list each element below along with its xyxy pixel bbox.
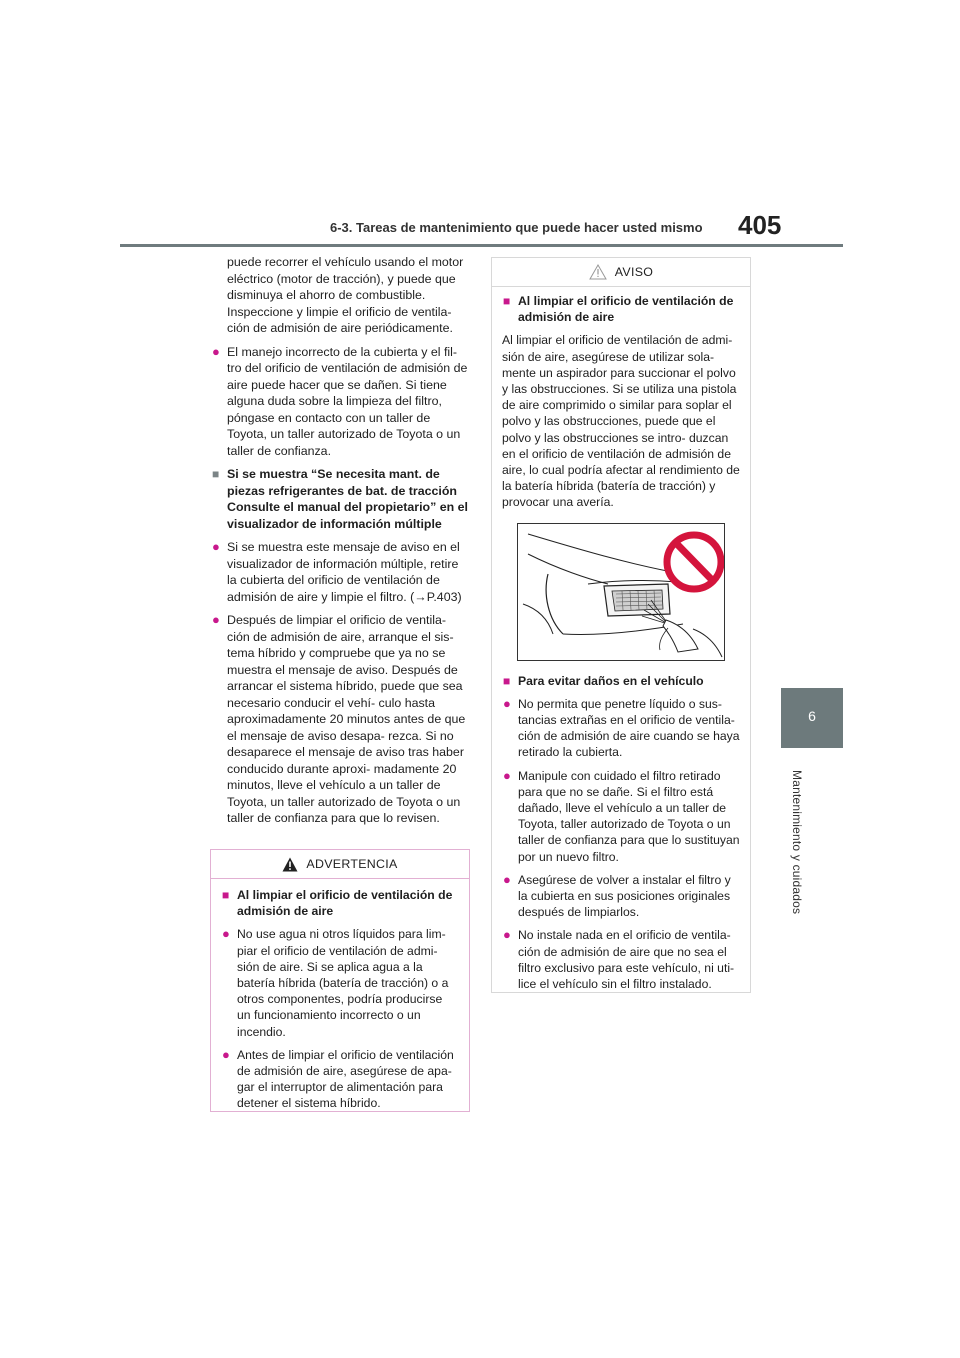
list-item [502,696,740,761]
warning-header [211,850,469,879]
square-bullet-icon: ■ [222,888,230,902]
left-column [211,254,471,834]
list-item-text: No permita que penetre líquido o sus- tancias extrañas en el orificio de ventila- ción de admisión de aire cuando se haya retirado la cubierta. [518,696,740,760]
illustration-svg [518,524,724,660]
list-item-text: No use agua ni otros líquidos para lim- piar el orificio de ventilación de admi- sión de aire. Si se aplica agua a la batería híbrida (batería de tracción) o a otros componentes, podría producirse un funcionamiento incorrecto o un incendio. [237,927,449,1039]
list-item-text: Antes de limpiar el orificio de ventilación de admisión de aire, asegúrese de apa- gar el interruptor de alimentación para detener el sistema híbrido. [237,1047,454,1111]
bullet-dot-icon: ● [503,767,511,783]
warning-triangle-icon [282,857,298,872]
square-bullet-icon: ■ [212,467,220,481]
square-bullet-icon: ■ [503,673,511,688]
list-item [502,927,740,992]
subsection-heading [211,466,471,532]
list-item-text: Si se muestra este mensaje de aviso en el visualizador de información múltiple, retire la cubierta del orificio de ventilación de admisión de aire y limpie el filtro. (→P.403) [227,540,462,604]
list-item-text: Después de limpiar el orificio de ventila- ción de admisión de aire, arranque el sis- tema híbrido y compruebe que ya no se muestra el mensaje de aviso. Después de arrancar el sistema híbrido, puede que sea necesario conducir el vehí- culo hasta aproximadamente 20 minutos antes de que el mensaje de aviso desapa- rezca. Si no desaparece el mensaje de aviso tras haber conducido durante aproxi- madamente 20 minutos, lleve el vehículo a un taller de Toyota, un taller autorizado de Toyota o un taller de confianza para que lo revisen. [227,613,466,825]
caution-heading [502,673,740,689]
heading-text: Si se muestra “Se necesita mant. de piezas refrigerantes de bat. de tracción Consulte el manual del propietario” en el visualizador de información múltiple [227,467,468,531]
list-item-text: Asegúrese de volver a instalar el filtro y la cubierta en sus posiciones originales después de limpiarlos. [518,872,731,920]
bullet-dot-icon: ● [503,695,511,711]
caution-paragraph: Al limpiar el orificio de ventilación de admi- sión de aire, asegúrese de utilizar sola- mente un aspirador para succionar el polvo y las obstrucciones. Si se utiliza una pistola de aire comprimido o similar para soplar el polvo y las obstrucciones, puede que el polvo y las obstrucciones se intro- duzcan en el orificio de ventilación de admisión de aire, lo cual podría afectar al rendimiento de la batería híbrida (batería de tracción) y provocar una avería. [502,333,740,510]
list-item [211,344,471,460]
page-number: 405 [738,210,782,240]
bullet-dot-icon: ● [212,612,220,627]
bullet-dot-icon: ● [222,926,230,942]
list-item [211,539,471,605]
list-item [211,612,471,827]
list-item [221,926,459,1039]
prohibited-cleaning-illustration [517,523,725,661]
caution-box [491,257,751,993]
list-item [502,768,740,865]
bullet-dot-icon: ● [503,871,511,887]
warning-title: ADVERTENCIA [306,857,398,871]
warning-box [210,849,470,1112]
heading-text: Para evitar daños en el vehículo [518,673,704,688]
caution-header [492,258,750,287]
bullet-dot-icon: ● [212,343,220,359]
caution-heading [502,293,740,325]
caution-triangle-icon [589,264,607,280]
chapter-label: Mantenimiento y cuidados [790,770,804,915]
section-title: 6-3. Tareas de mantenimiento que puede hacer usted mismo [330,220,703,235]
list-item-text: No instale nada en el orificio de ventila- ción de admisión de aire que no sea el filtro exclusivo para este vehículo, ni uti- lice el vehículo sin el filtro instalado. [518,928,735,992]
chapter-tab[interactable]: 6 [781,688,843,748]
continuation-paragraph: puede recorrer el vehículo usando el motor eléctrico (motor de tracción), y puede que disminuya el ahorro de combustible. Inspeccione y limpie el orificio de ventila- ción de admisión de aire periódicamente. [227,255,464,335]
list-item-text: El manejo incorrecto de la cubierta y el fil- tro del orificio de ventilación de admisión de aire puede hacer que se dañen. Si tiene alguna duda sobre la limpieza del filtro, póngase en contacto con un taller de Toyota, un taller autorizado de Toyota o un taller de confianza. [227,344,468,458]
warning-heading [221,887,459,919]
list-item [502,872,740,921]
square-bullet-icon: ■ [503,294,511,308]
bullet-dot-icon: ● [503,927,511,943]
bullet-dot-icon: ● [212,539,220,554]
header-rule [120,244,843,247]
list-item [221,1047,459,1112]
list-item-text: Manipule con cuidado el filtro retirado para que no se dañe. Si el filtro está dañado, lleve el vehículo a un taller de Toyota, taller autorizado de Toyota o un taller de confianza para que lo sustituyan por un nuevo filtro. [518,768,740,864]
heading-text: Al limpiar el orificio de ventilación de admisión de aire [237,888,453,919]
heading-text: Al limpiar el orificio de ventilación de admisión de aire [518,294,734,325]
bullet-dot-icon: ● [222,1046,230,1062]
caution-title: AVISO [614,265,654,279]
